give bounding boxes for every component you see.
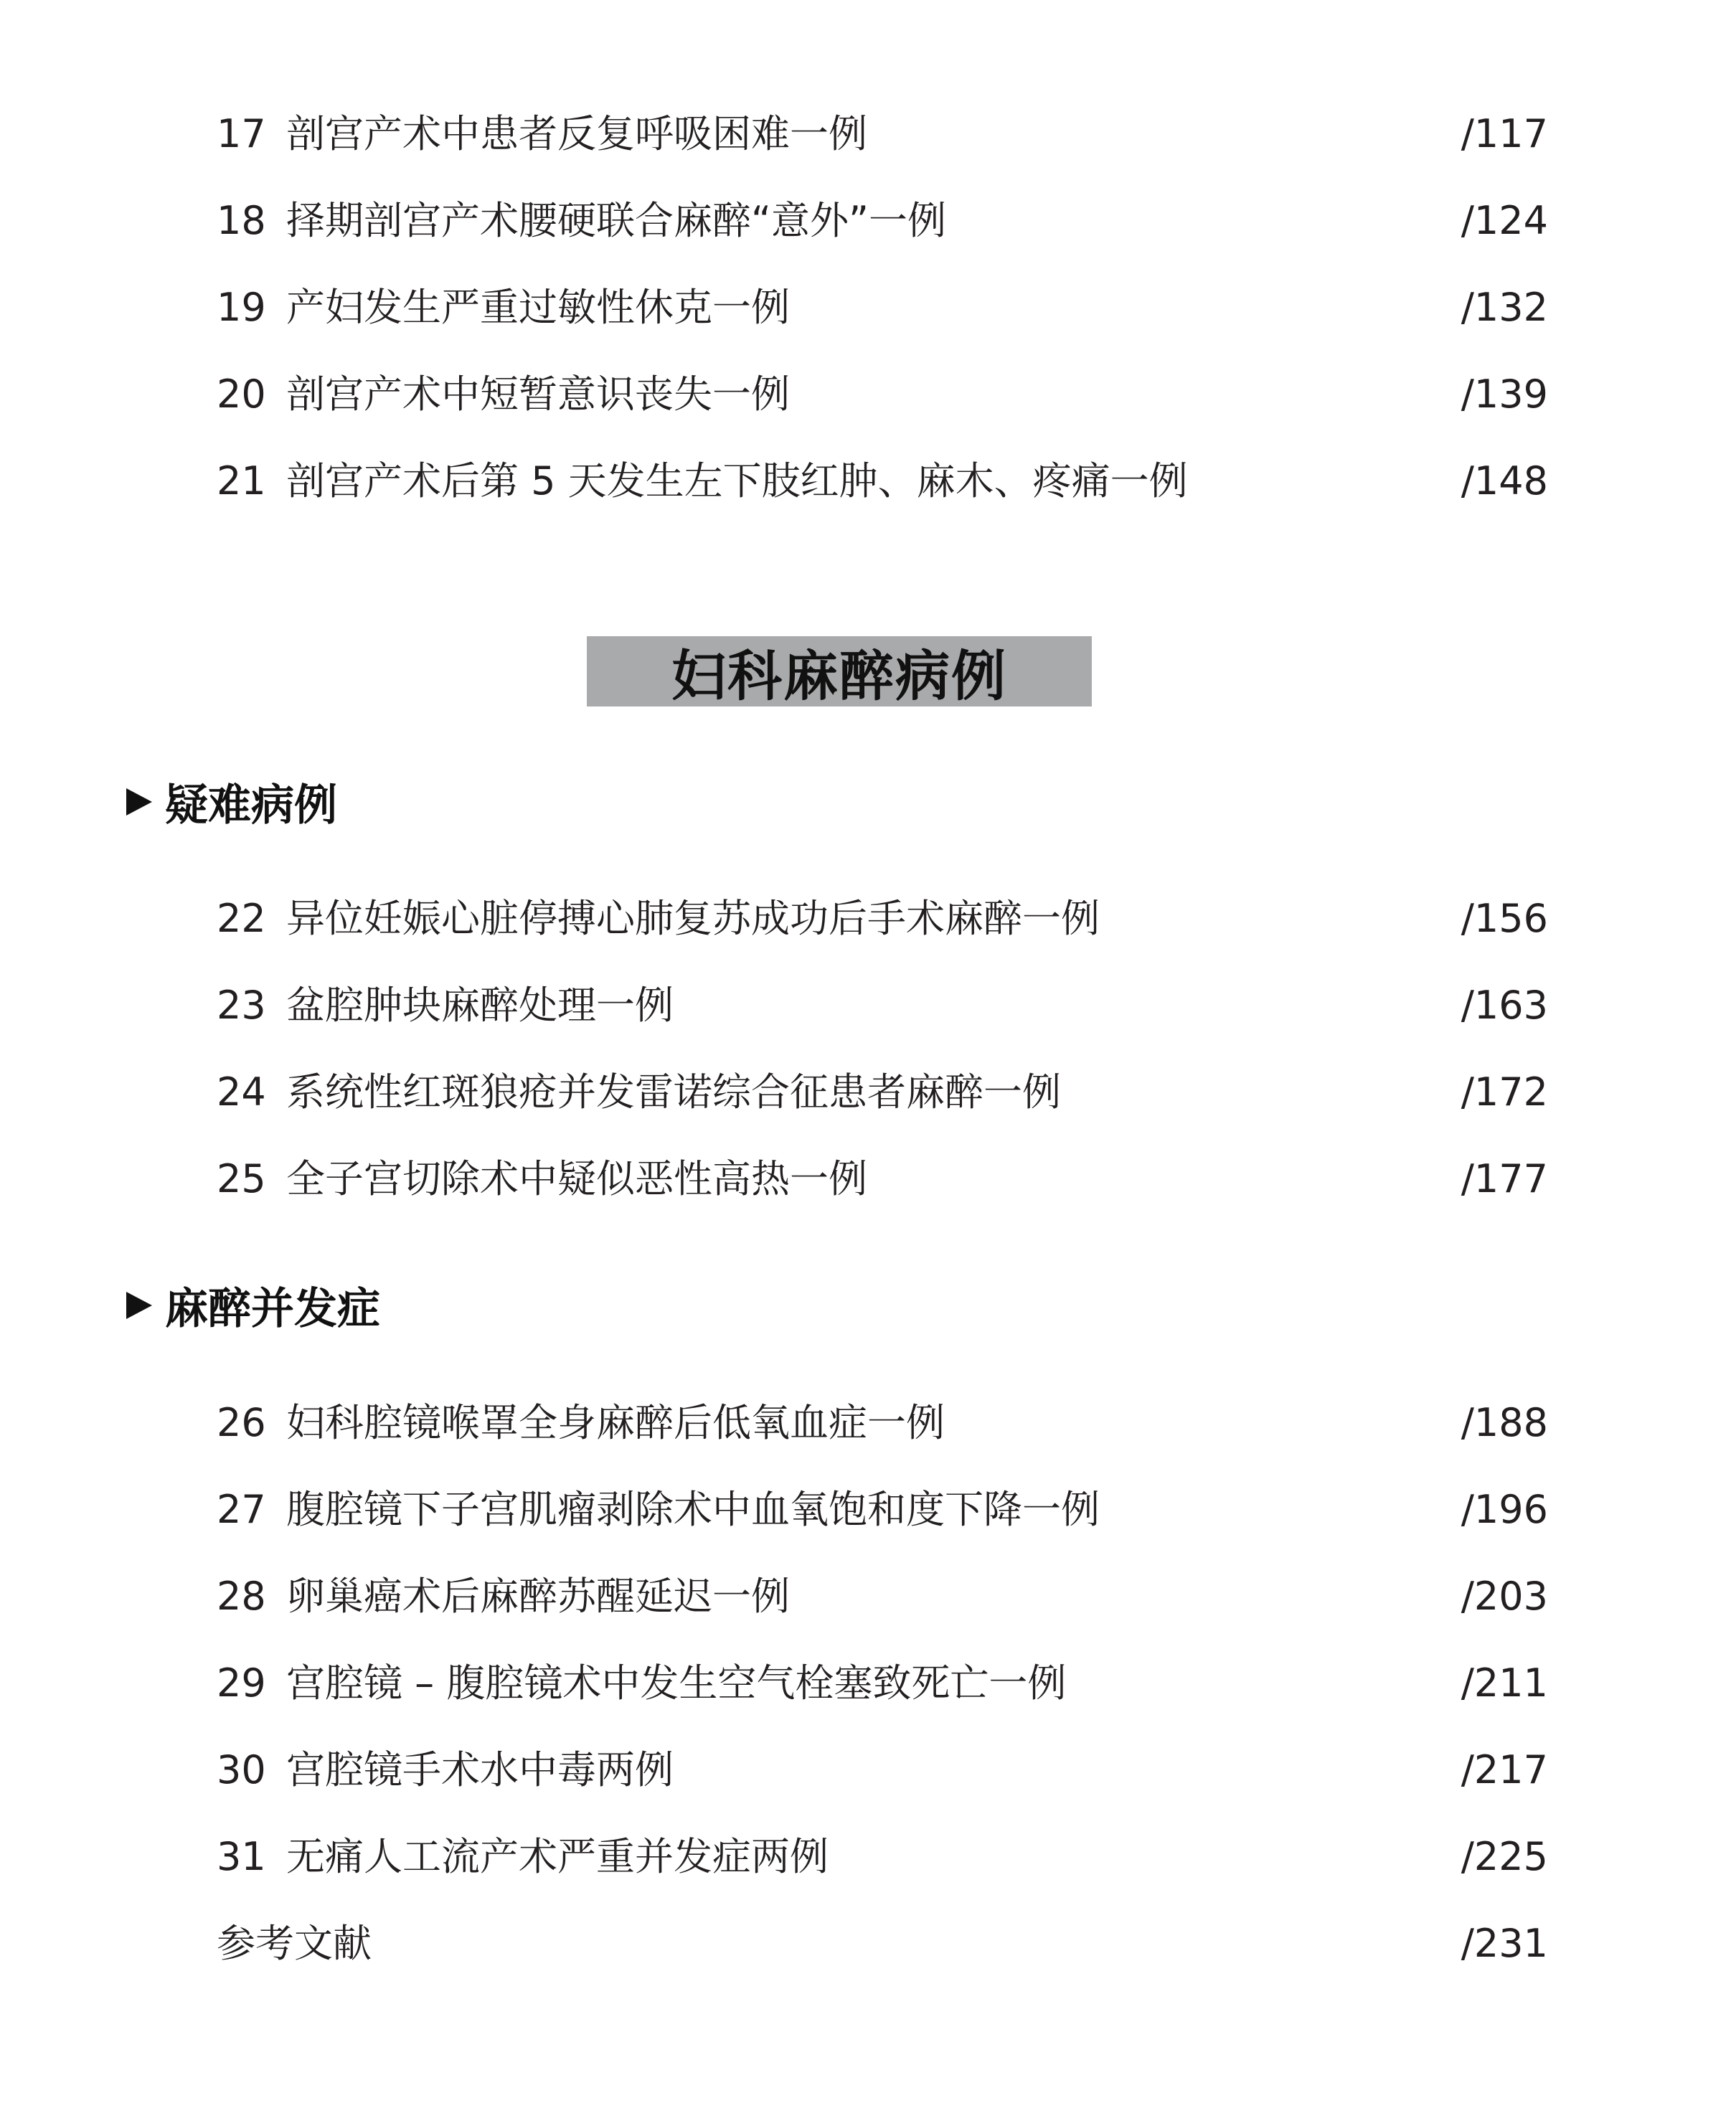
triangle-right-icon: [126, 788, 152, 816]
entry-title: 异位妊娠心脏停搏心肺复苏成功后手术麻醉一例: [286, 896, 1100, 941]
section-title: 妇科麻醉病例: [671, 643, 1007, 708]
entry-number: 20: [217, 372, 266, 417]
entry-number: 30: [217, 1747, 266, 1792]
toc-entry[interactable]: [217, 1828, 1548, 1886]
toc-entry-references[interactable]: [217, 1915, 1548, 1972]
toc-entry[interactable]: [217, 192, 1548, 250]
entry-number: 22: [217, 896, 266, 941]
entry-title: 妇科腔镜喉罩全身麻醉后低氧血症一例: [286, 1400, 945, 1445]
entry-number: 31: [217, 1834, 266, 1879]
entry-title: 全子宫切除术中疑似恶性高热一例: [286, 1156, 867, 1201]
entry-number: 21: [217, 458, 266, 504]
entry-page: /203: [1461, 1574, 1548, 1619]
entry-title: 腹腔镜下子宫肌瘤剥除术中血氧饱和度下降一例: [286, 1487, 1100, 1532]
entry-page: /156: [1461, 896, 1548, 941]
toc-entry[interactable]: [217, 1064, 1548, 1121]
entry-title: 择期剖宫产术腰硬联合麻醉“意外”一例: [286, 198, 946, 243]
toc-entry[interactable]: [217, 453, 1548, 510]
toc-entry[interactable]: [217, 1568, 1548, 1625]
entry-page: /148: [1461, 458, 1548, 504]
toc-entry[interactable]: [217, 1742, 1548, 1799]
entry-page: /177: [1461, 1156, 1548, 1201]
entry-page: /217: [1461, 1747, 1548, 1792]
toc-entry[interactable]: [217, 977, 1548, 1034]
toc-entry[interactable]: [217, 279, 1548, 336]
toc-entry[interactable]: [217, 105, 1548, 163]
entry-page: /124: [1461, 198, 1548, 243]
toc-entry[interactable]: [217, 1150, 1548, 1208]
entry-title: 卵巢癌术后麻醉苏醒延迟一例: [286, 1574, 790, 1619]
entry-page: /163: [1461, 983, 1548, 1028]
entry-number: 28: [217, 1574, 266, 1619]
entry-title: 产妇发生严重过敏性休克一例: [286, 285, 790, 330]
entry-number: 25: [217, 1156, 266, 1201]
entry-title: 宫腔镜 – 腹腔镜术中发生空气栓塞致死亡一例: [286, 1660, 1067, 1706]
entry-title: 宫腔镜手术水中毒两例: [286, 1747, 674, 1792]
entry-title: 参考文献: [217, 1921, 372, 1966]
section-banner: [587, 636, 1092, 706]
entry-page: /196: [1461, 1487, 1548, 1532]
entry-title: 剖宫产术中短暂意识丧失一例: [286, 372, 790, 417]
toc-entry[interactable]: [217, 1655, 1548, 1712]
subsection-heading-difficult[interactable]: [126, 770, 337, 834]
entry-number: 18: [217, 198, 266, 243]
entry-number: 23: [217, 983, 266, 1028]
entry-title: 剖宫产术后第 5 天发生左下肢红肿、麻木、疼痛一例: [286, 458, 1188, 504]
entry-page: /188: [1461, 1400, 1548, 1445]
entry-title: 系统性红斑狼疮并发雷诺综合征患者麻醉一例: [286, 1069, 1061, 1115]
entry-number: 24: [217, 1069, 266, 1115]
entry-number: 17: [217, 111, 266, 156]
entry-page: /117: [1461, 111, 1548, 156]
entry-number: 26: [217, 1400, 266, 1445]
toc-entry[interactable]: [217, 366, 1548, 423]
entry-page: /172: [1461, 1069, 1548, 1115]
entry-title: 无痛人工流产术严重并发症两例: [286, 1834, 829, 1879]
entry-title: 剖宫产术中患者反复呼吸困难一例: [286, 111, 867, 156]
entry-page: /225: [1461, 1834, 1548, 1879]
subsection-label: 疑难病例: [165, 780, 337, 831]
subsection-heading-complications[interactable]: [126, 1273, 380, 1338]
entry-page: /139: [1461, 372, 1548, 417]
toc-entry[interactable]: [217, 1394, 1548, 1452]
subsection-label: 麻醉并发症: [165, 1284, 380, 1334]
entry-page: /211: [1461, 1660, 1548, 1706]
triangle-right-icon: [126, 1292, 152, 1319]
entry-page: /231: [1461, 1921, 1548, 1966]
entry-number: 19: [217, 285, 266, 330]
entry-number: 27: [217, 1487, 266, 1532]
entry-title: 盆腔肿块麻醉处理一例: [286, 983, 674, 1028]
entry-number: 29: [217, 1660, 266, 1706]
entry-page: /132: [1461, 285, 1548, 330]
toc-entry[interactable]: [217, 890, 1548, 947]
toc-entry[interactable]: [217, 1481, 1548, 1539]
